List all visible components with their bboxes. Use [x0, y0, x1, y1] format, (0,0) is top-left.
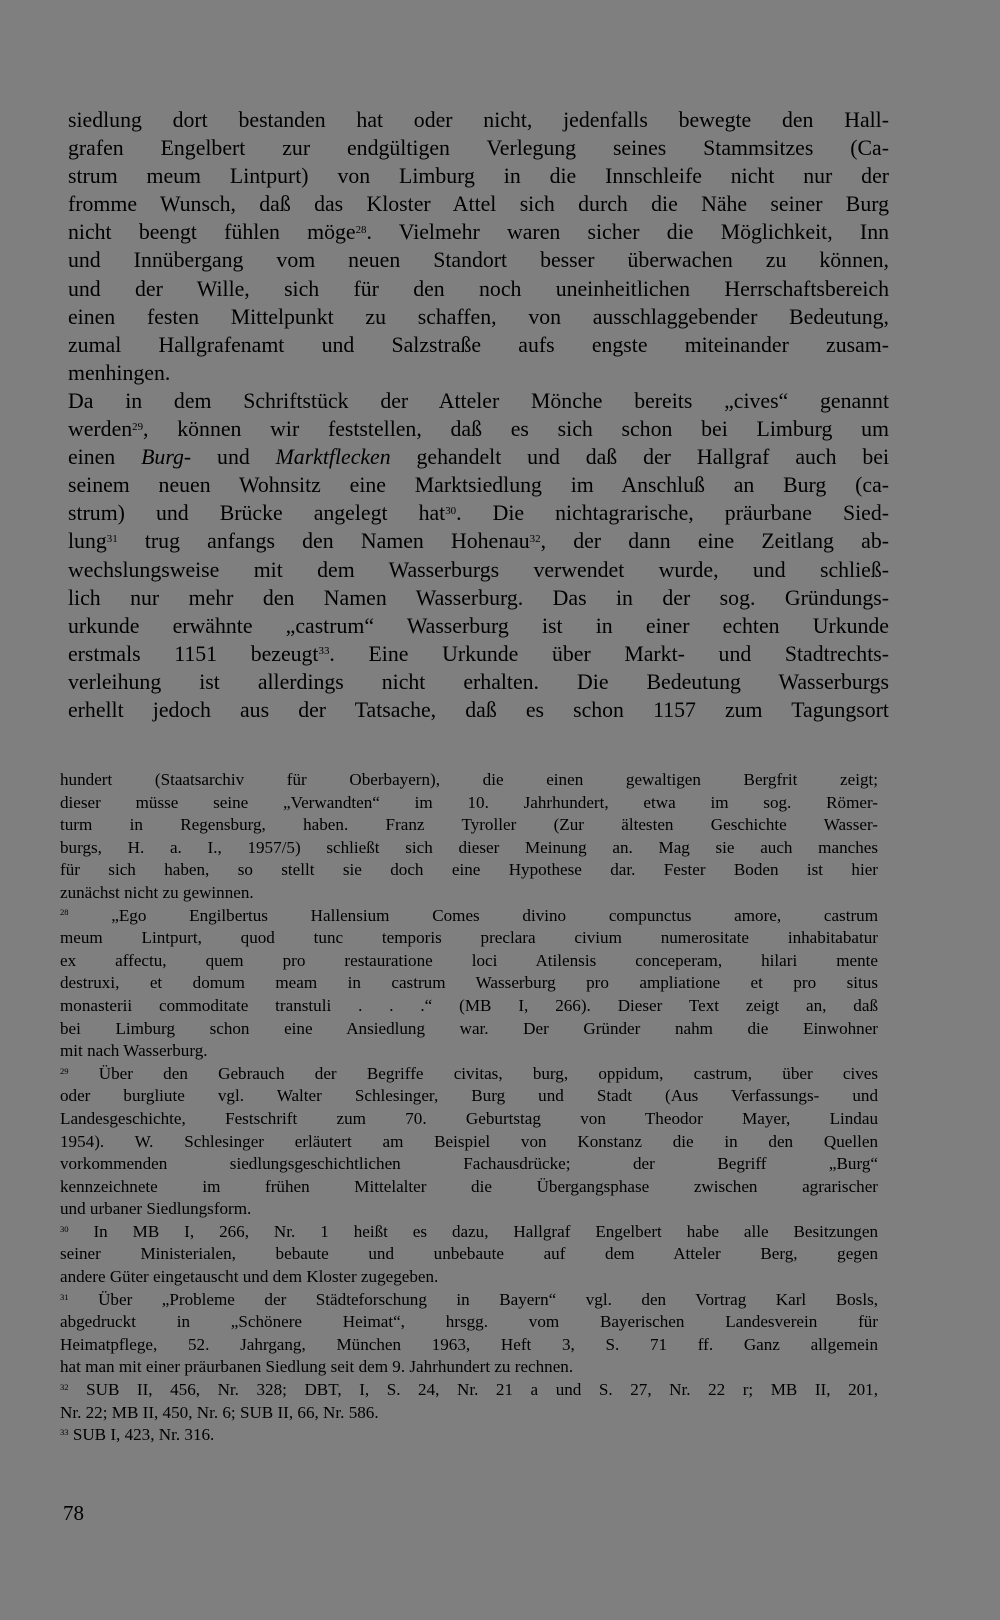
paragraph-1: [68, 106, 889, 387]
text-run: und: [191, 445, 276, 470]
text-line: urkunde erwähnte „castrum“ Wasserburg ist in einer echten Urkunde: [68, 613, 889, 638]
footnote-number: 31: [60, 1291, 69, 1302]
text-line: Da in dem Schriftstück der Atteler Mönche bereits „cives“ genannt: [68, 388, 889, 413]
text-run: SUB I, 423, Nr. 316.: [68, 1425, 215, 1445]
note-line: und urbaner Siedlungsform.: [60, 1199, 252, 1219]
text-run: gehandelt und daß der Hallgraf auch bei: [390, 445, 890, 470]
text-line: grafen Engelbert zur endgültigen Verlegung seines Stammsitzes (Ca-: [68, 136, 889, 161]
footnote-32: [60, 1379, 878, 1424]
note-line: [60, 1221, 878, 1244]
note-line: monasterii commoditate transtuli . . .“ (MB I, 266). Dieser Text zeigt an, daß: [60, 995, 878, 1015]
footnote-30: [60, 1221, 878, 1289]
note-line: Heimatpflege, 52. Jahrgang, München 1963, Heft 3, S. 71 ff. Ganz allgemein: [60, 1334, 878, 1354]
text-run: . Vielmehr waren sicher die Möglichkeit, Inn: [366, 220, 889, 245]
footnote-ref-29[interactable]: 29: [132, 420, 144, 433]
footnote-ref-31[interactable]: 31: [106, 532, 118, 545]
text-line: [68, 640, 889, 668]
emphasis: Marktflecken: [275, 445, 391, 470]
note-line: seiner Ministerialen, bebaute und unbebaute auf dem Atteler Berg, gegen: [60, 1244, 878, 1264]
text-run: , der dann eine Zeitlang ab-: [540, 529, 889, 554]
text-line: fromme Wunsch, daß das Kloster Attel sich durch die Nähe seiner Burg: [68, 192, 889, 217]
text-line: und Innübergang vom neuen Standort besser überwachen zu können,: [68, 248, 889, 273]
text-run: . Eine Urkunde über Markt- und Stadtrechts-: [329, 641, 889, 666]
footnotes: [60, 769, 878, 1447]
text-run: trug anfangs den Namen Hohenau: [117, 529, 530, 554]
page-number: 78: [63, 1501, 84, 1525]
note-line: vorkommenden siedlungsgeschichtlichen Fachausdrücke; der Begriff „Burg“: [60, 1154, 878, 1174]
text-run: werden: [68, 417, 133, 442]
text-line: verleihung ist allerdings nicht erhalten. Die Bedeutung Wasserburgs: [68, 669, 889, 694]
note-line: destruxi, et domum meam in castrum Wasserburg pro ampliatione et pro situs: [60, 973, 878, 993]
footnote-ref-28[interactable]: 28: [355, 223, 367, 236]
footnote-33: [60, 1424, 878, 1447]
note-line: turm in Regensburg, haben. Franz Tyroller (Zur ältesten Geschichte Wasser-: [60, 815, 878, 835]
text-run: , können wir feststellen, daß es sich schon bei Limburg um: [143, 417, 889, 442]
text-run: strum) und Brücke angelegt hat: [68, 501, 446, 526]
text-line: siedlung dort bestanden hat oder nicht, jedenfalls bewegte den Hall-: [68, 108, 889, 132]
footnote-ref-30[interactable]: 30: [445, 504, 457, 517]
note-line: Landesgeschichte, Festschrift zum 70. Geburtstag von Theodor Mayer, Lindau: [60, 1108, 878, 1128]
text-line: seinem neuen Wohnsitz eine Marktsiedlung im Anschluß an Burg (ca-: [68, 473, 889, 498]
note-line: zunächst nicht zu gewinnen.: [60, 882, 254, 902]
note-line: dieser müsse seine „Verwandten“ im 10. Jahrhundert, etwa im sog. Römer-: [60, 792, 878, 812]
emphasis: Burg-: [141, 445, 192, 470]
note-line: abgedruckt in „Schönere Heimat“, hrsgg. vom Bayerischen Landesverein für: [60, 1312, 878, 1332]
text-line: strum meum Lintpurt) von Limburg in die Innschleife nicht nur der: [68, 164, 889, 189]
text-run: SUB II, 456, Nr. 328; DBT, I, S. 24, Nr. 21 a und S. 27, Nr. 22 r; MB II, 201,: [68, 1380, 878, 1400]
note-line: bei Limburg schon eine Ansiedlung war. Der Gründer nahm die Einwohner: [60, 1018, 878, 1038]
note-line: [60, 1424, 878, 1447]
note-line: Nr. 22; MB II, 450, Nr. 6; SUB II, 66, Nr. 586.: [60, 1402, 379, 1422]
note-line: hat man mit einer präurbanen Siedlung seit dem 9. Jahrhundert zu rechnen.: [60, 1357, 574, 1377]
note-line: oder burgliute vgl. Walter Schlesinger, Burg und Stadt (Aus Verfassungs- und: [60, 1086, 878, 1106]
note-line: meum Lintpurt, quod tunc temporis preclara civium numerositate inhabitabatur: [60, 928, 878, 948]
footnote-ref-32[interactable]: 32: [529, 532, 541, 545]
text-line: [68, 218, 889, 246]
footnote-number: 29: [60, 1065, 69, 1076]
note-line: [60, 1289, 878, 1312]
note-line: burgs, H. a. I., 1957/5) schließt sich dieser Meinung an. Mag sie auch manches: [60, 837, 878, 857]
text-run: Über den Gebrauch der Begriffe civitas, burg, oppidum, castrum, über cives: [68, 1063, 878, 1083]
main-text: [68, 106, 889, 724]
note-line: hundert (Staatsarchiv für Oberbayern), die einen gewaltigen Bergfrit zeigt;: [60, 770, 878, 789]
text-run: . Die nichtagrarische, präurbane Sied-: [456, 501, 889, 526]
text-line: zumal Hallgrafenamt und Salzstraße aufs engste miteinander zusam-: [68, 332, 889, 357]
text-line: erhellt jedoch aus der Tatsache, daß es schon 1157 zum Tagungsort: [68, 697, 889, 722]
footnote-31: [60, 1289, 878, 1379]
note-line: mit nach Wasserburg.: [60, 1041, 208, 1061]
footnote-ref-33[interactable]: 33: [318, 645, 330, 658]
text-line: einen festen Mittelpunkt zu schaffen, von ausschlaggebender Bedeutung,: [68, 304, 889, 329]
footnote-number: 28: [60, 907, 69, 918]
text-run: erstmals 1151 bezeugt: [68, 641, 319, 666]
text-run: einen: [68, 445, 142, 470]
text-run: „Ego Engilbertus Hallensium Comes divino compunctus amore, castrum: [68, 905, 878, 925]
text-line: [68, 415, 889, 443]
text-line: und der Wille, sich für den noch uneinheitlichen Herrschaftsbereich: [68, 276, 889, 301]
text-line: lich nur mehr den Namen Wasserburg. Das in der sog. Gründungs-: [68, 585, 889, 610]
note-line: [60, 905, 878, 928]
text-line: menhingen.: [68, 360, 171, 385]
note-line: für sich haben, so stellt sie doch eine Hypothese dar. Fester Boden ist hier: [60, 860, 878, 880]
footnote-29: [60, 1063, 878, 1221]
text-run: lung: [68, 529, 107, 554]
footnote-number: 30: [60, 1223, 69, 1234]
note-line: [60, 1063, 878, 1086]
note-line: 1954). W. Schlesinger erläutert am Beispiel von Konstanz die in den Quellen: [60, 1131, 878, 1151]
paragraph-2: [68, 387, 889, 724]
text-run: nicht beengt fühlen möge: [68, 220, 356, 245]
text-line: [68, 499, 889, 527]
footnote-28: [60, 905, 878, 1063]
note-line: kennzeichnete im frühen Mittelalter die Übergangsphase zwischen agrarischer: [60, 1176, 878, 1196]
note-line: ex affectu, quem pro restauratione loci Atilensis conceperam, hilari mente: [60, 950, 878, 970]
note-line: [60, 1379, 878, 1402]
footnote-continued: [60, 769, 878, 905]
text-line: wechslungsweise mit dem Wasserburgs verwendet wurde, und schließ-: [68, 557, 889, 582]
text-run: Über „Probleme der Städteforschung in Bayern“ vgl. den Vortrag Karl Bosls,: [68, 1289, 878, 1309]
text-run: In MB I, 266, Nr. 1 heißt es dazu, Hallgraf Engelbert habe alle Besitzungen: [68, 1221, 878, 1241]
text-line: [68, 527, 889, 555]
note-line: andere Güter eingetauscht und dem Kloster zugegeben.: [60, 1267, 439, 1287]
footnote-number: 32: [60, 1381, 69, 1392]
text-line: [68, 443, 889, 471]
footnote-number: 33: [60, 1427, 69, 1438]
